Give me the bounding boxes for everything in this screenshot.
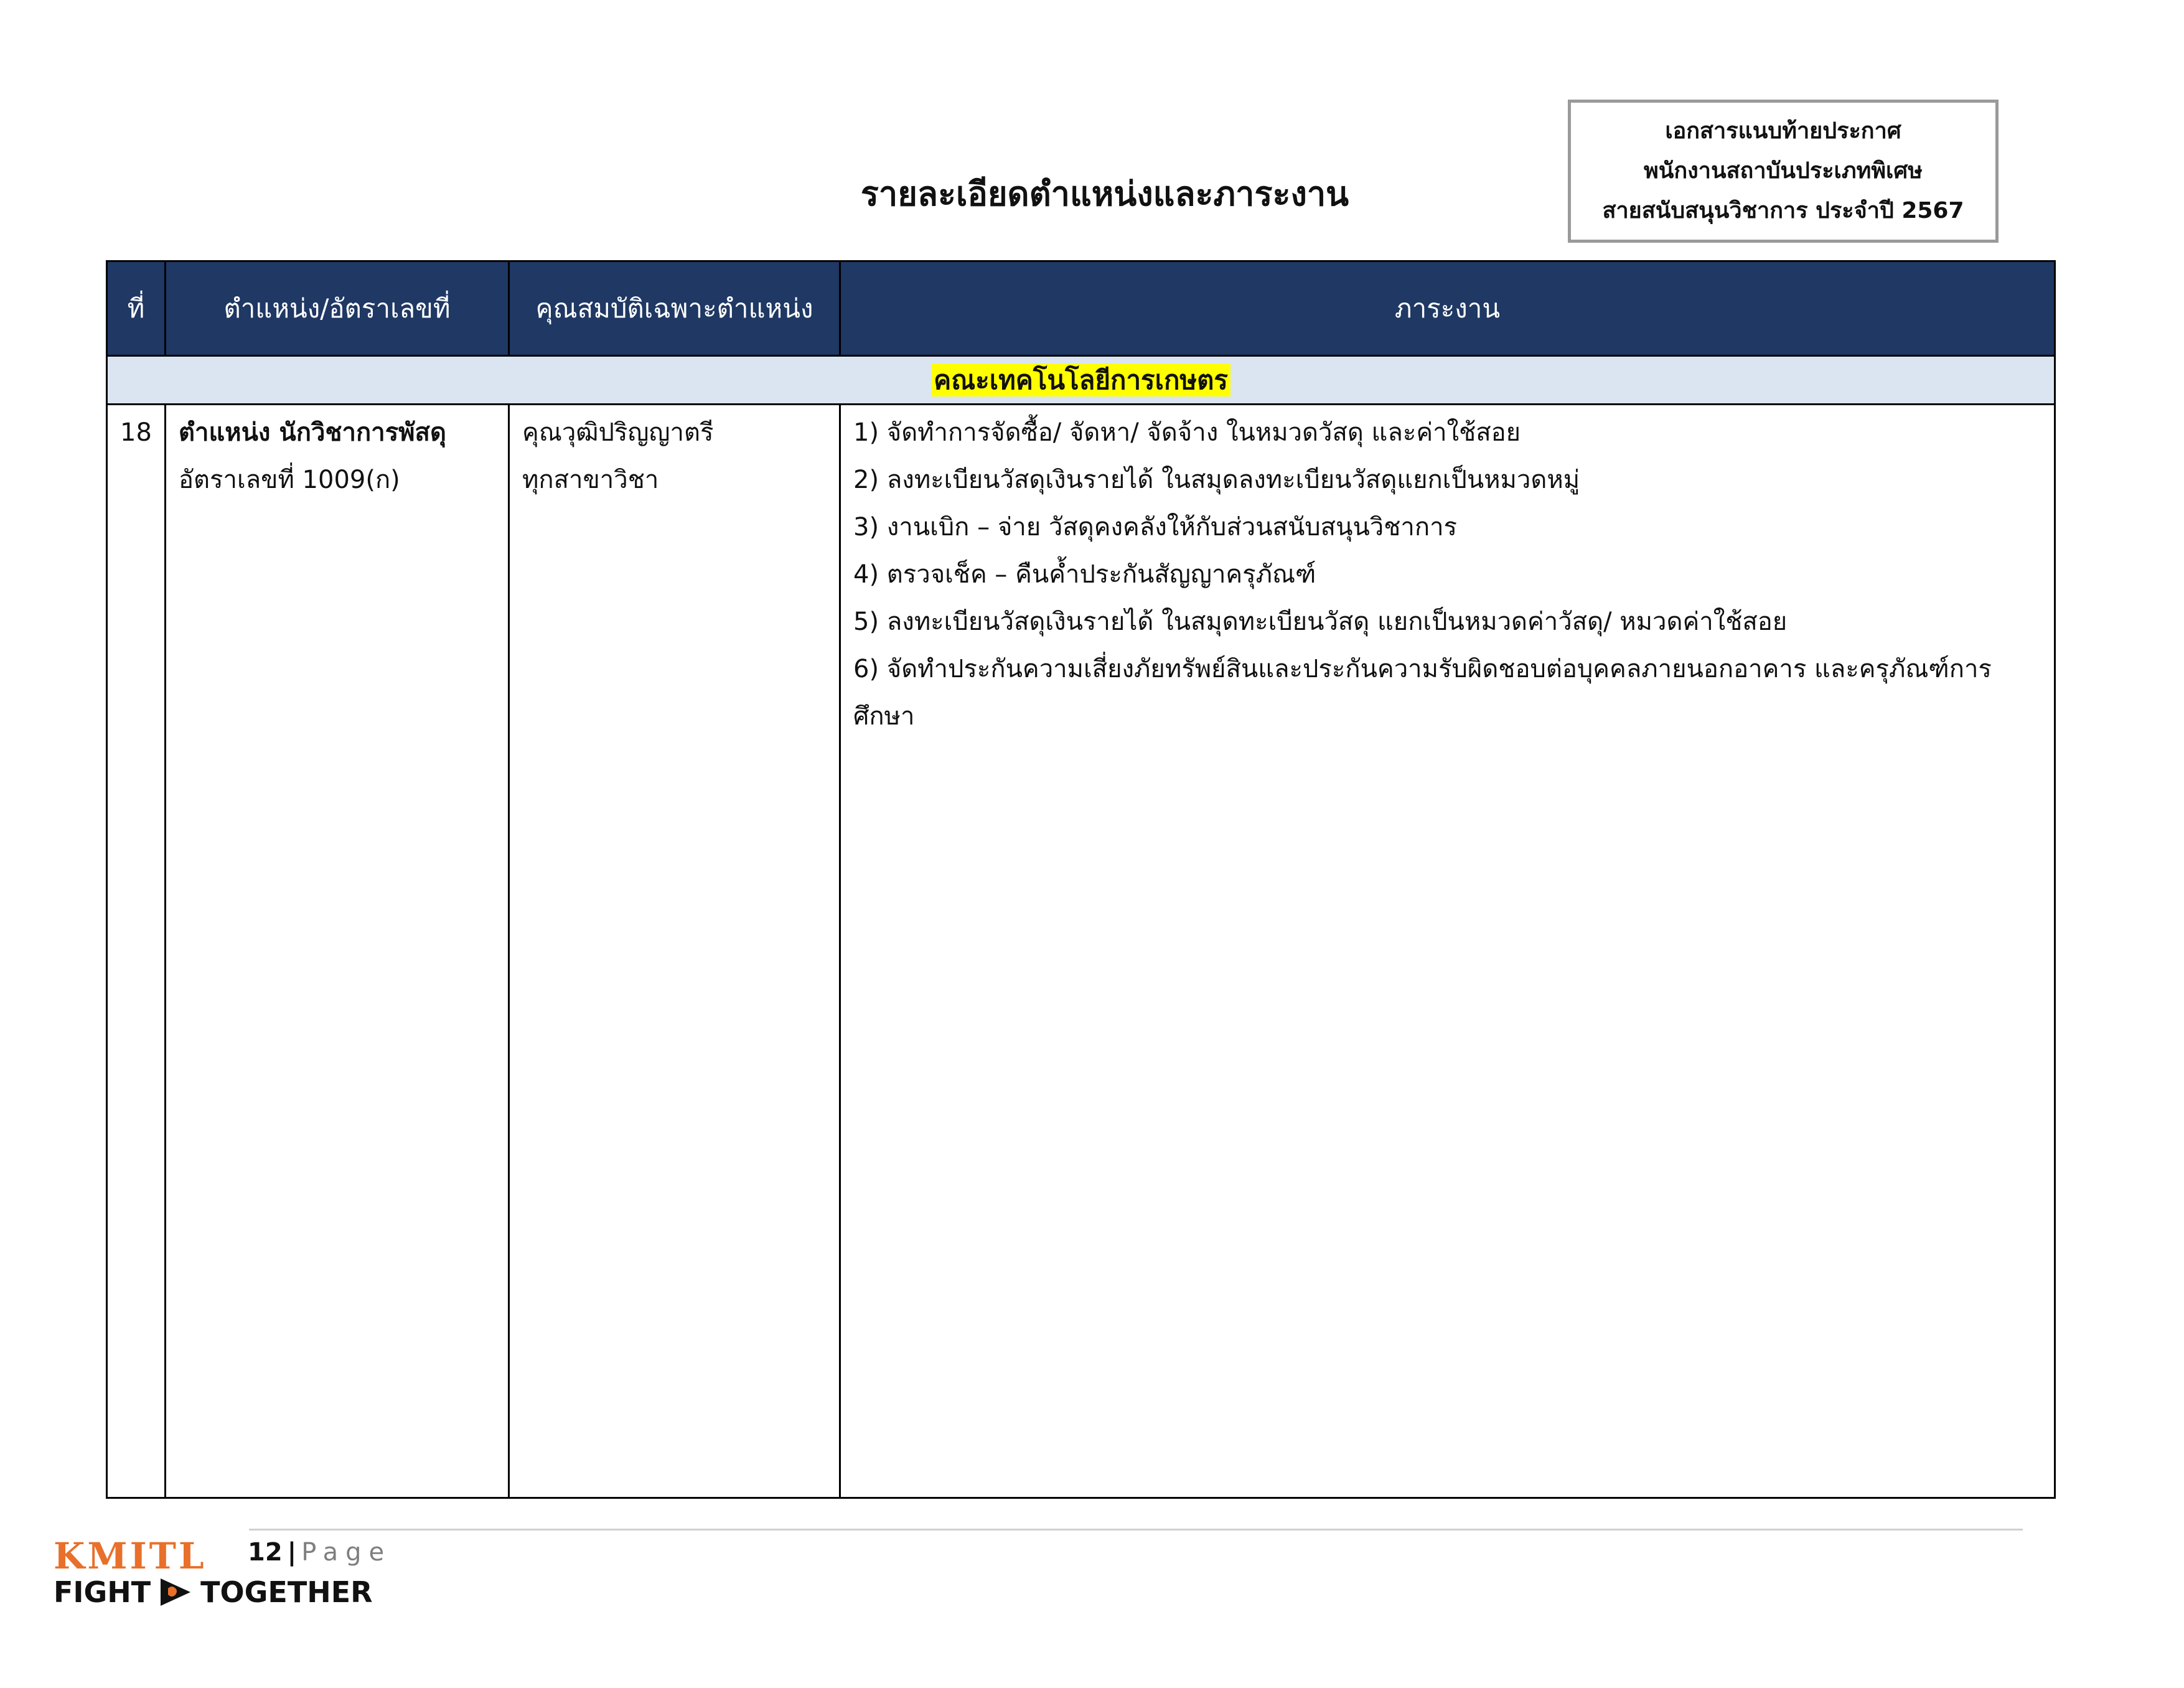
duty-item: 6) จัดทำประกันความเสี่ยงภัยทรัพย์สินและประกันความรับผิดชอบต่อบุคคลภายนอกอาคาร และครุภัณฑ์การศึกษา <box>853 655 1992 731</box>
logo-fight-word: FIGHT <box>54 1575 151 1609</box>
duties-cell <box>840 405 2055 1498</box>
faculty-name: คณะเทคโนโลยีการเกษตร <box>931 363 1230 396</box>
notice-line-2: พนักงานสถาบันประเภทพิเศษ <box>1644 158 1923 184</box>
table-header-row <box>107 261 2055 356</box>
header-position: ตำแหน่ง/อัตราเลขที่ <box>166 261 509 356</box>
duty-item: 2) ลงทะเบียนวัสดุเงินรายได้ ในสมุดลงทะเบียนวัสดุแยกเป็นหมวดหมู่ <box>853 466 1580 494</box>
row-number: 18 <box>107 405 166 1498</box>
duty-item: 1) จัดทำการจัดซื้อ/ จัดหา/ จัดจ้าง ในหมวดวัสดุ และค่าใช้สอย <box>853 418 1521 447</box>
position-number: อัตราเลขที่ 1009(ก) <box>179 466 400 494</box>
footer-divider <box>249 1529 2023 1531</box>
duty-item: 5) ลงทะเบียนวัสดุเงินรายได้ ในสมุดทะเบียนวัสดุ แยกเป็นหมวดค่าวัสดุ/ หมวดค่าใช้สอย <box>853 607 1788 636</box>
qualification-cell <box>509 405 840 1498</box>
fight-together-logo <box>54 1575 373 1610</box>
page-number-value: 12 <box>248 1538 283 1567</box>
kmitl-logo-text: KMITL <box>54 1535 207 1577</box>
position-table <box>106 260 2056 1499</box>
page-separator: | <box>287 1538 297 1567</box>
header-no: ที่ <box>107 261 166 356</box>
qualification-line-1: คุณวุฒิปริญญาตรี <box>522 418 714 447</box>
play-hand-icon <box>157 1575 194 1610</box>
position-title: ตำแหน่ง นักวิชาการพัสดุ <box>179 418 446 447</box>
page-title: รายละเอียดตำแหน่งและภาระงาน <box>860 174 1349 213</box>
page-number <box>248 1535 391 1570</box>
header-duties: ภาระงาน <box>840 261 2055 356</box>
page-label: Page <box>301 1538 392 1567</box>
table-row <box>107 405 2055 1498</box>
qualification-line-2: ทุกสาขาวิชา <box>522 466 659 494</box>
notice-box <box>1568 100 1999 243</box>
logo-together-word: TOGETHER <box>200 1575 373 1609</box>
header-qualification: คุณสมบัติเฉพาะตำแหน่ง <box>509 261 840 356</box>
position-cell <box>166 405 509 1498</box>
duty-item: 4) ตรวจเช็ค – คืนค้ำประกันสัญญาครุภัณฑ์ <box>853 560 1316 589</box>
notice-line-1: เอกสารแนบท้ายประกาศ <box>1665 118 1901 144</box>
duty-item: 3) งานเบิก – จ่าย วัสดุคงคลังให้กับส่วนสนับสนุนวิชาการ <box>853 513 1458 542</box>
notice-line-3: สายสนับสนุนวิชาการ ประจำปี 2567 <box>1602 198 1964 223</box>
faculty-row <box>107 356 2055 405</box>
